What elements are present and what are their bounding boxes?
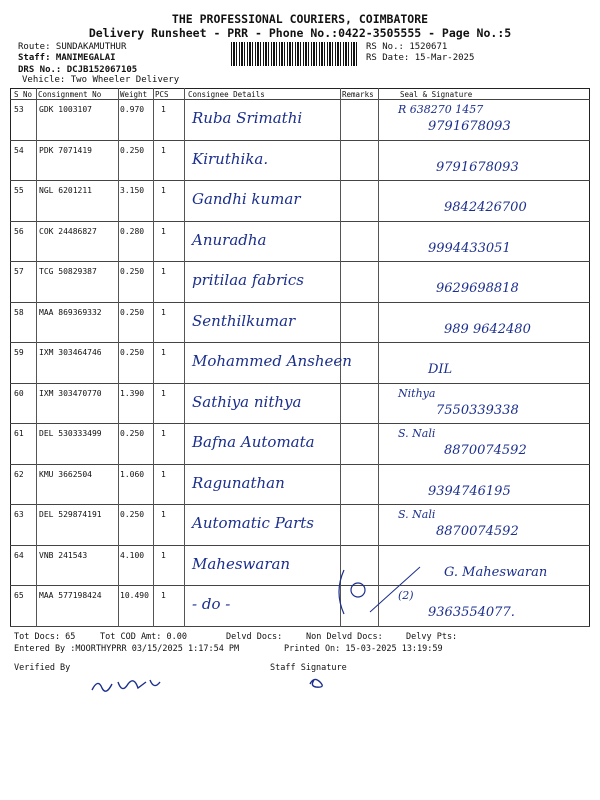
- row-pcs: 1: [161, 429, 166, 438]
- row-pcs: 1: [161, 591, 166, 600]
- row-consignee-handwriting: Anuradha: [192, 230, 267, 249]
- row-seal-handwriting: 9994433051: [428, 240, 511, 256]
- col-header-consignment: Consignment No: [38, 90, 102, 99]
- row-sno: 54: [14, 145, 24, 155]
- row-weight: 1.060: [120, 469, 145, 479]
- column-rule: [36, 88, 37, 627]
- row-consignee-handwriting: Senthilkumar: [192, 311, 296, 330]
- row-consignee-handwriting: Gandhi kumar: [192, 190, 301, 208]
- row-pcs: 1: [161, 469, 166, 479]
- row-seal-handwriting: 8870074592: [436, 524, 519, 539]
- column-rule: [184, 88, 185, 627]
- barcode-graphic: [231, 42, 359, 66]
- row-sno: 65: [14, 591, 24, 600]
- row-weight: 0.280: [120, 226, 145, 236]
- row-consignment: COK 24486827: [39, 226, 97, 236]
- column-rule: [153, 88, 154, 627]
- row-weight: 0.970: [120, 105, 145, 114]
- col-header-pcs: PCS: [155, 90, 169, 99]
- rs-date: RS Date: 15-Mar-2025: [366, 53, 475, 63]
- delivery-points: Delvy Pts:: [406, 632, 458, 642]
- row-pcs: 1: [161, 267, 166, 276]
- row-consignee-handwriting: pritilaa fabrics: [192, 271, 305, 289]
- row-seal-handwriting: 9363554077.: [428, 605, 515, 620]
- row-consignment: TCG 50829387: [39, 267, 97, 276]
- col-header-remarks: Remarks: [342, 90, 374, 99]
- row-consignment: IXM 303464746: [39, 348, 102, 357]
- row-seal-handwriting: 9842426700: [444, 200, 527, 215]
- row-weight: 10.490: [120, 591, 149, 600]
- row-consignment: IXM 303470770: [39, 388, 102, 398]
- row-sno: 64: [14, 550, 24, 560]
- row-rule: [10, 261, 590, 262]
- row-seal-note-handwriting: Nithya: [398, 386, 436, 400]
- row-weight: 0.250: [120, 267, 145, 276]
- row-pcs: 1: [161, 307, 166, 317]
- row-seal-handwriting: 9791678093: [428, 119, 511, 134]
- col-header-sno: S No: [14, 90, 33, 99]
- row-consignee-handwriting: Ragunathan: [192, 473, 285, 492]
- printed-on: Printed On: 15-03-2025 13:19:59: [284, 644, 443, 654]
- row-consignment: MAA 577198424: [39, 591, 102, 600]
- row-pcs: 1: [161, 186, 166, 195]
- row-rule: [10, 545, 590, 546]
- row-consignee-handwriting: Kiruthika.: [192, 149, 269, 168]
- col-header-seal: Seal & Signature: [400, 90, 473, 99]
- row-rule: [10, 464, 590, 465]
- row-sno: 53: [14, 105, 24, 114]
- row-sno: 63: [14, 510, 24, 519]
- row-seal-handwriting: 8870074592: [444, 443, 527, 458]
- row-consignee-handwriting: - do -: [192, 595, 231, 613]
- row-rule: [10, 140, 590, 141]
- entered-by: Entered By :MOORTHYPRR 03/15/2025 1:17:54 PM: [14, 644, 240, 654]
- document-subtitle: Delivery Runsheet - PRR - Phone No.:0422-3505555 - Page No.:5: [88, 26, 512, 40]
- row-pcs: 1: [161, 145, 166, 155]
- vehicle-label: Vehicle: Two Wheeler Delivery: [22, 75, 180, 85]
- row-weight: 0.250: [120, 348, 145, 357]
- row-weight: 4.100: [120, 550, 145, 560]
- row-consignee-handwriting: Maheswaran: [192, 554, 291, 573]
- row-pcs: 1: [161, 550, 166, 560]
- row-consignment: VNB 241543: [39, 550, 88, 560]
- row-rule: [10, 423, 590, 424]
- row-pcs: 1: [161, 388, 166, 398]
- row-seal-handwriting: 989 9642480: [444, 321, 531, 337]
- row-rule: [10, 180, 590, 181]
- column-rule: [378, 88, 379, 627]
- non-delivered-docs: Non Delvd Docs:: [306, 632, 383, 642]
- row-consignee-handwriting: Ruba Srimathi: [192, 109, 303, 127]
- row-sno: 61: [14, 429, 24, 438]
- row-seal-note-handwriting: (2): [398, 589, 414, 602]
- row-weight: 0.250: [120, 429, 145, 438]
- row-consignee-handwriting: Bafna Automata: [192, 433, 315, 451]
- row-weight: 0.250: [120, 307, 145, 317]
- row-pcs: 1: [161, 510, 166, 519]
- rs-number: RS No.: 1520671: [366, 42, 448, 52]
- row-consignment: NGL 6201211: [39, 186, 92, 195]
- row-seal-handwriting: 7550339338: [436, 402, 519, 418]
- row-sno: 60: [14, 388, 24, 398]
- route-label: Route: SUNDAKAMUTHUR: [18, 42, 127, 52]
- row-seal-handwriting: 9791678093: [436, 159, 519, 175]
- row-rule: [10, 504, 590, 505]
- document-title: THE PROFESSIONAL COURIERS, COIMBATORE: [171, 12, 429, 26]
- row-sno: 59: [14, 348, 24, 357]
- row-sno: 56: [14, 226, 24, 236]
- col-header-weight: Weight: [120, 90, 148, 99]
- staff-signature: [306, 674, 330, 690]
- row-consignment: KMU 3662504: [39, 469, 92, 479]
- row-consignee-handwriting: Automatic Parts: [192, 514, 314, 532]
- row-pcs: 1: [161, 105, 166, 114]
- row-consignment: DEL 529874191: [39, 510, 102, 519]
- verifier-signature: [88, 672, 168, 698]
- row-rule: [10, 302, 590, 303]
- col-header-consignee: Consignee Details: [188, 90, 265, 99]
- row-weight: 1.390: [120, 388, 145, 398]
- row-rule: [10, 342, 590, 343]
- row-seal-handwriting: 9629698818: [436, 281, 519, 296]
- row-consignment: MAA 869369332: [39, 307, 102, 317]
- tot-docs: Tot Docs: 65: [14, 632, 76, 642]
- row-sno: 55: [14, 186, 24, 195]
- row-rule: [10, 383, 590, 384]
- row-weight: 0.250: [120, 145, 145, 155]
- row-consignment: DEL 530333499: [39, 429, 102, 438]
- row-sno: 58: [14, 307, 24, 317]
- delivered-docs: Delvd Docs:: [226, 632, 283, 642]
- row-sno: 62: [14, 469, 24, 479]
- row-seal-handwriting: G. Maheswaran: [444, 564, 548, 580]
- staff-label: Staff: MANIMEGALAI: [18, 53, 116, 63]
- row-sno: 57: [14, 267, 24, 276]
- row-seal-note-handwriting: S. Nali: [398, 508, 436, 521]
- row-pcs: 1: [161, 348, 166, 357]
- row-seal-handwriting: DIL: [428, 362, 453, 377]
- header-rule: [10, 99, 590, 100]
- row-seal-note-handwriting: R 638270 1457: [398, 103, 484, 116]
- bracket-ink: [330, 562, 580, 632]
- row-seal-handwriting: 9394746195: [428, 483, 511, 499]
- tot-cod-amount: Tot COD Amt: 0.00: [100, 632, 187, 642]
- row-consignment: GDK 1003107: [39, 105, 92, 114]
- verified-by-label: Verified By: [14, 663, 71, 673]
- row-weight: 0.250: [120, 510, 145, 519]
- staff-signature-label: Staff Signature: [270, 663, 347, 673]
- row-weight: 3.150: [120, 186, 145, 195]
- row-seal-note-handwriting: S. Nali: [398, 427, 436, 440]
- row-consignee-handwriting: Sathiya nithya: [192, 392, 302, 411]
- row-consignee-handwriting: Mohammed Ansheen: [192, 352, 352, 370]
- drs-number: DRS No.: DCJB152067105: [18, 65, 138, 75]
- row-rule: [10, 221, 590, 222]
- row-consignment: PDK 7071419: [39, 145, 92, 155]
- row-pcs: 1: [161, 226, 166, 236]
- column-rule: [118, 88, 119, 627]
